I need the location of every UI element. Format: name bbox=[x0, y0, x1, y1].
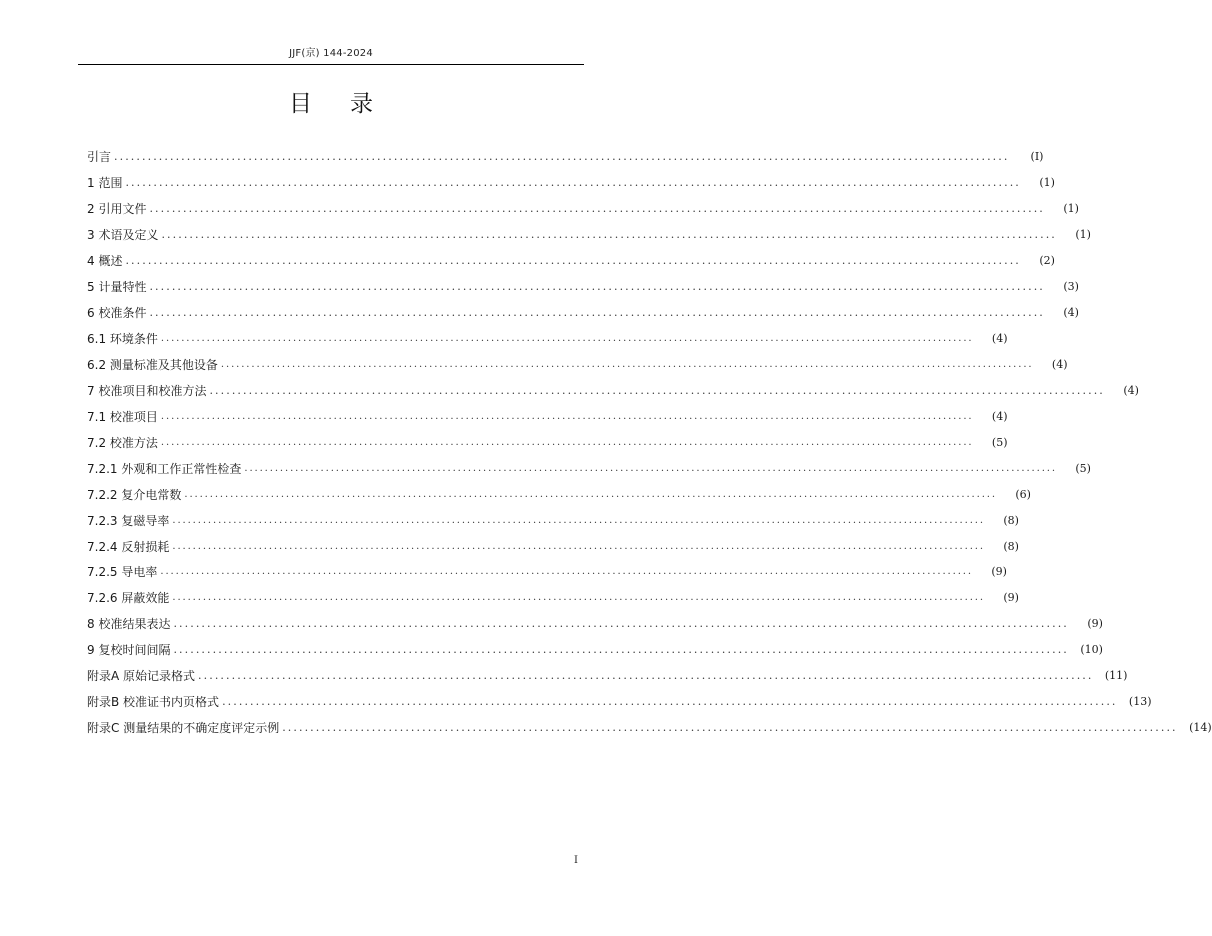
leader-dots: ................................................................................................................................................................ bbox=[173, 643, 1069, 657]
toc-entry-page: (14) bbox=[1189, 721, 1212, 735]
toc-entry[interactable] bbox=[87, 559, 1007, 585]
table-of-contents bbox=[87, 144, 1212, 741]
toc-entry-page: (2) bbox=[1039, 254, 1055, 268]
leader-dots: ................................................................................................................................................................ bbox=[160, 566, 973, 578]
toc-entry[interactable] bbox=[87, 611, 1103, 637]
toc-entry[interactable] bbox=[87, 248, 1055, 274]
toc-entry[interactable] bbox=[87, 196, 1079, 222]
leader-dots: ................................................................................................................................................................ bbox=[220, 358, 1034, 370]
toc-entry-label: 6 校准条件 bbox=[87, 306, 147, 321]
toc-entry-label: 5 计量特性 bbox=[87, 280, 147, 295]
leader-dots: ................................................................................................................................................................ bbox=[282, 721, 1178, 735]
toc-entry-label: 7.2.6 屏蔽效能 bbox=[87, 591, 170, 606]
toc-entry-page: (9) bbox=[1087, 617, 1103, 631]
toc-entry-label: 7.2.2 复介电常数 bbox=[87, 487, 182, 502]
toc-entry-page: (5) bbox=[991, 435, 1008, 449]
leader-dots: ................................................................................................................................................................ bbox=[125, 254, 1021, 268]
toc-entry-label: 1 范围 bbox=[87, 176, 123, 191]
leader-dots: ................................................................................................................................................................ bbox=[149, 306, 1045, 320]
running-header: JJF(京) 144-2024 bbox=[78, 46, 584, 65]
toc-entry-label: 7 校准项目和校准方法 bbox=[87, 383, 207, 398]
toc-entry[interactable] bbox=[87, 352, 1068, 378]
page-title bbox=[0, 86, 662, 122]
leader-dots: ................................................................................................................................................................ bbox=[161, 228, 1057, 242]
toc-entry[interactable] bbox=[87, 170, 1055, 196]
leader-dots: ................................................................................................................................................................ bbox=[184, 488, 997, 500]
toc-entry[interactable] bbox=[87, 429, 1008, 455]
toc-entry-page: (9) bbox=[1003, 591, 1019, 605]
toc-entry-label: 7.2.5 导电率 bbox=[87, 565, 158, 580]
toc-entry-label: 2 引用文件 bbox=[87, 202, 147, 217]
toc-entry-label: 7.2.4 反射损耗 bbox=[87, 539, 170, 554]
toc-entry-page: (4) bbox=[1051, 357, 1068, 371]
toc-entry-page: (11) bbox=[1104, 669, 1128, 683]
leader-dots: ................................................................................................................................................................ bbox=[160, 333, 974, 345]
toc-entry-label: 9 复校时间间隔 bbox=[87, 643, 171, 658]
toc-entry-page: (1) bbox=[1075, 228, 1091, 242]
toc-entry-page: (8) bbox=[1003, 513, 1019, 527]
toc-entry[interactable] bbox=[87, 300, 1079, 326]
leader-dots: ................................................................................................................................................................ bbox=[198, 669, 1094, 683]
toc-entry[interactable] bbox=[87, 637, 1103, 663]
toc-entry-page: (1) bbox=[1063, 202, 1079, 216]
toc-entry-page: (4) bbox=[991, 409, 1008, 423]
toc-entry-page: (13) bbox=[1128, 695, 1152, 709]
toc-entry-page: (1) bbox=[1039, 176, 1055, 190]
leader-dots: ................................................................................................................................................................ bbox=[160, 436, 974, 448]
page-number: I bbox=[574, 855, 578, 866]
toc-entry-label: 7.2.1 外观和工作正常性检查 bbox=[87, 461, 242, 476]
toc-entry-page: (10) bbox=[1080, 643, 1103, 657]
toc-entry[interactable] bbox=[87, 533, 1019, 559]
toc-entry-page: (Ⅰ) bbox=[1030, 150, 1044, 164]
toc-entry-label: 8 校准结果表达 bbox=[87, 617, 171, 632]
leader-dots: ................................................................................................................................................................ bbox=[209, 383, 1105, 397]
toc-entry-label: 附录B 校准证书内页格式 bbox=[87, 695, 220, 710]
leader-dots: ................................................................................................................................................................ bbox=[172, 592, 985, 604]
toc-entry-label: 4 概述 bbox=[87, 254, 123, 269]
toc-entry-label: 引言 bbox=[87, 150, 112, 165]
toc-entry-page: (8) bbox=[1003, 539, 1019, 553]
toc-entry-page: (9) bbox=[991, 565, 1007, 579]
leader-dots: ................................................................................................................................................................ bbox=[160, 410, 974, 422]
toc-entry[interactable] bbox=[87, 326, 1008, 352]
toc-entry[interactable] bbox=[87, 144, 1044, 170]
toc-entry-label: 附录A 原始记录格式 bbox=[87, 669, 196, 684]
toc-entry-page: (4) bbox=[1123, 383, 1139, 397]
leader-dots: ................................................................................................................................................................ bbox=[125, 176, 1021, 190]
toc-entry-label: 6.1 环境条件 bbox=[87, 332, 158, 347]
title-char-1: 目 bbox=[289, 91, 312, 117]
toc-entry[interactable] bbox=[87, 403, 1008, 429]
toc-entry-label: 3 术语及定义 bbox=[87, 228, 159, 243]
toc-entry[interactable] bbox=[87, 507, 1019, 533]
toc-entry[interactable] bbox=[87, 715, 1212, 741]
leader-dots: ................................................................................................................................................................ bbox=[244, 462, 1057, 474]
leader-dots: ................................................................................................................................................................ bbox=[172, 514, 985, 526]
toc-entry-label: 7.2.3 复磁导率 bbox=[87, 513, 170, 528]
toc-entry-page: (4) bbox=[991, 332, 1008, 346]
toc-entry-label: 6.2 测量标准及其他设备 bbox=[87, 357, 218, 372]
toc-entry[interactable] bbox=[87, 274, 1079, 300]
toc-entry-label: 7.1 校准项目 bbox=[87, 409, 158, 424]
leader-dots: ................................................................................................................................................................ bbox=[149, 202, 1045, 216]
title-char-2: 录 bbox=[350, 91, 373, 117]
leader-dots: ................................................................................................................................................................ bbox=[173, 617, 1069, 631]
toc-entry-page: (5) bbox=[1075, 461, 1091, 475]
toc-entry[interactable] bbox=[87, 689, 1152, 715]
toc-entry-page: (3) bbox=[1063, 280, 1079, 294]
toc-entry-label: 7.2 校准方法 bbox=[87, 435, 158, 450]
toc-entry-label: 附录C 测量结果的不确定度评定示例 bbox=[87, 721, 280, 736]
leader-dots: ................................................................................................................................................................ bbox=[149, 280, 1045, 294]
toc-entry[interactable] bbox=[87, 663, 1128, 689]
leader-dots: ................................................................................................................................................................ bbox=[114, 150, 1010, 164]
toc-entry[interactable] bbox=[87, 585, 1019, 611]
toc-entry[interactable] bbox=[87, 377, 1139, 403]
toc-entry[interactable] bbox=[87, 222, 1091, 248]
leader-dots: ................................................................................................................................................................ bbox=[172, 540, 985, 552]
toc-entry-page: (4) bbox=[1063, 306, 1079, 320]
toc-entry[interactable] bbox=[87, 481, 1031, 507]
leader-dots: ................................................................................................................................................................ bbox=[222, 695, 1118, 709]
toc-entry-page: (6) bbox=[1015, 487, 1031, 501]
toc-entry[interactable] bbox=[87, 455, 1091, 481]
